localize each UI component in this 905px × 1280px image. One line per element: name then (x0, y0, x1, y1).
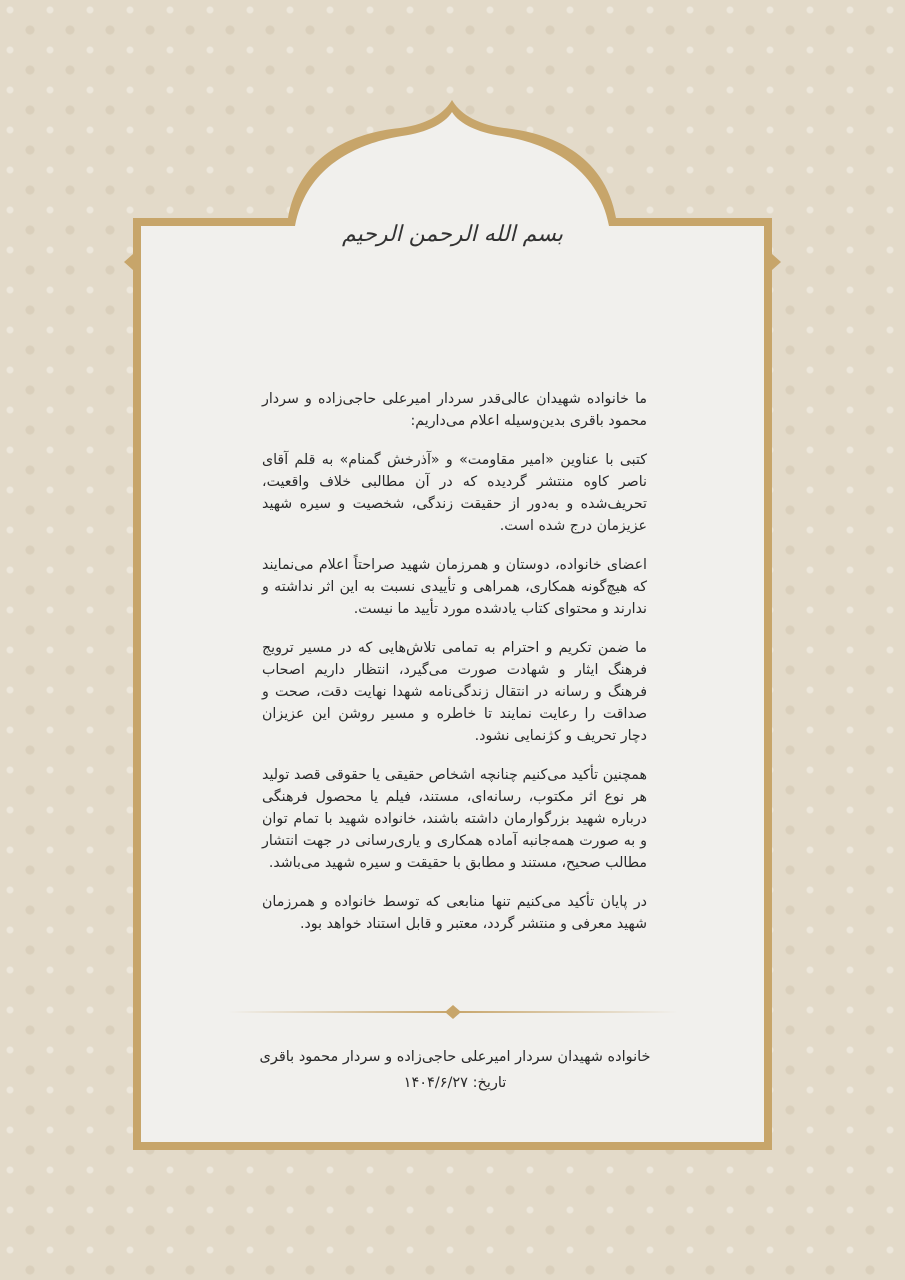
paragraph: اعضای خانواده، دوستان و همرزمان شهید صراحتاً اعلام می‌نمایند که هیچ‌گونه همکاری، همراهی و تأییدی نسبت به این اثر نداشته و ندارند و محتوای کتاب یادشده مورد تأیید ما نیست. (262, 557, 647, 617)
paragraph: ما ضمن تکریم و احترام به تمامی تلاش‌هایی که در مسیر ترویج فرهنگ ایثار و شهادت صورت می‌گیرد، انتظار داریم اصحاب فرهنگ و رسانه در انتقال زندگی‌نامه شهدا نهایت دقت، صحت و صداقت را رعایت نمایند تا خاطره و مسیر روشن این عزیزان دچار تحریف و کژنمایی نشود. (262, 640, 647, 744)
signature-block (220, 1044, 690, 1096)
paragraph: در پایان تأکید می‌کنیم تنها منابعی که توسط خانواده و همرزمان شهید معرفی و منتشر گردد، معتبر و قابل استناد خواهد بود. (262, 894, 647, 932)
paragraph: همچنین تأکید می‌کنیم چنانچه اشخاص حقیقی یا حقوقی قصد تولید هر نوع اثر مکتوب، رسانه‌ای، مستند، فیلم یا محصول فرهنگی درباره شهید بزرگوارمان داشته باشند، خانواده شهید با تمام توان و به صورت همه‌جانبه آماده همکاری و یاری‌رسانی در جهت انتشار مطالب صحیح، مستند و مطابق با حقیقت و سیره شهید می‌باشد. (262, 767, 647, 871)
paragraph: ما خانواده شهیدان عالی‌قدر سردار امیرعلی حاجی‌زاده و سردار محمود باقری بدین‌وسیله اعلام می‌داریم: (262, 391, 647, 429)
signatory-name: خانواده شهیدان سردار امیرعلی حاجی‌زاده و سردار محمود باقری (259, 1049, 651, 1065)
ornamental-divider (228, 1005, 678, 1019)
letter-date: تاریخ: ۱۴۰۴/۶/۲۷ (403, 1075, 507, 1091)
basmala-calligraphy: بسم الله الرحمن الرحیم (341, 222, 564, 247)
paragraph: کتبی با عناوین «امیر مقاومت» و «آذرخش گمنام» به قلم آقای ناصر کاوه منتشر گردیده که در آن مطالبی خلاف واقعیت، تحریف‌شده و به‌دور از حقیقت زندگی، شخصیت و سیره شهید عزیزمان درج شده است. (262, 452, 647, 534)
letter-body (262, 388, 647, 952)
